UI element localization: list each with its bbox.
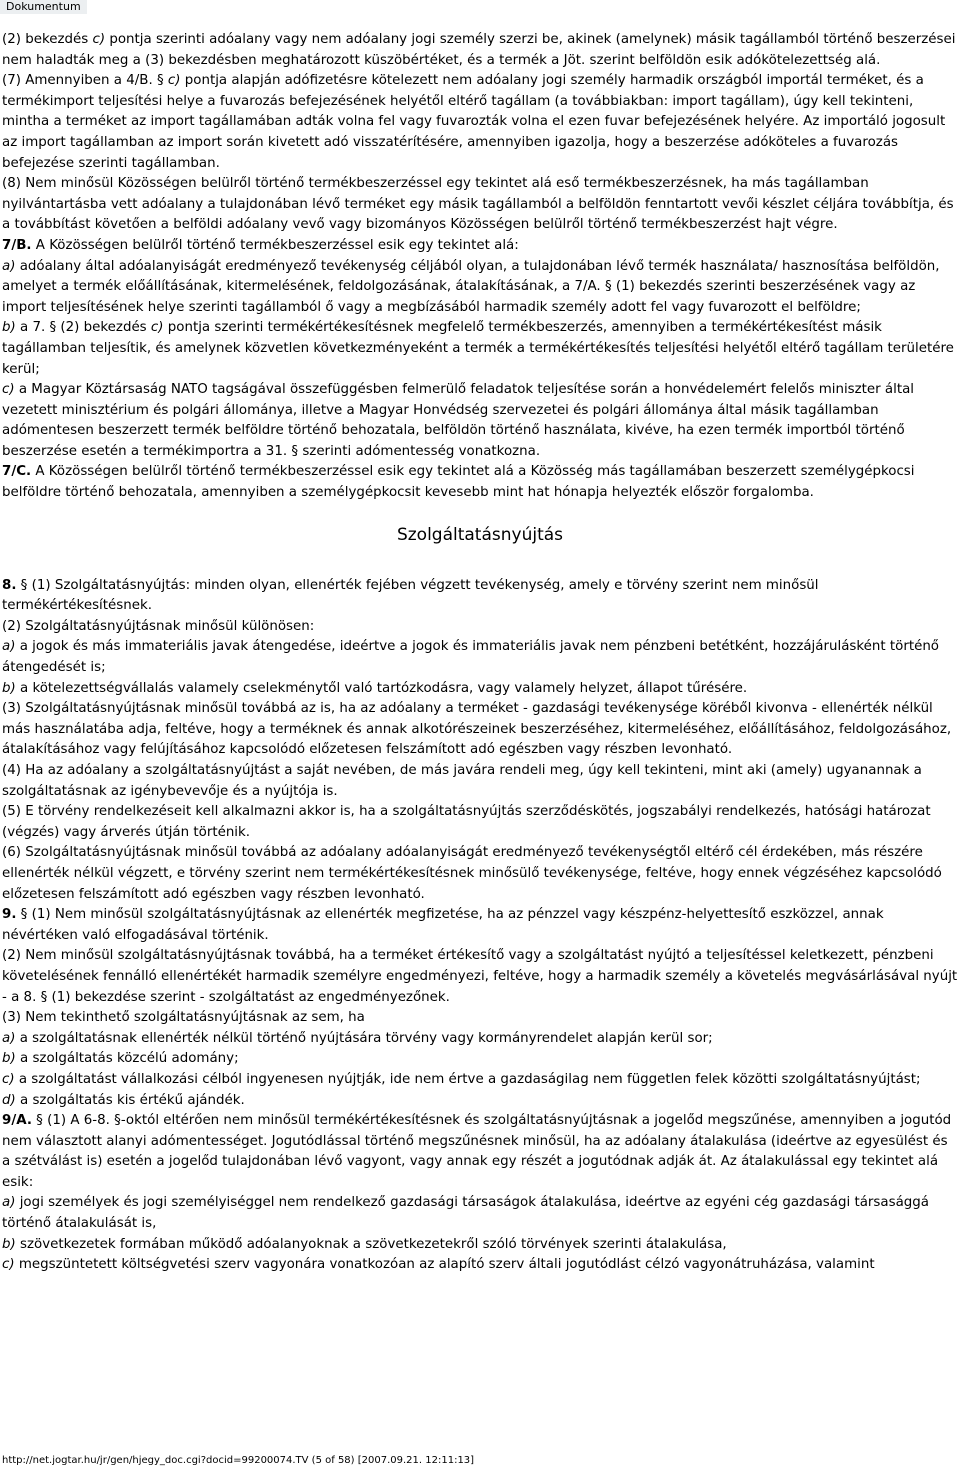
section-heading: Szolgáltatásnyújtás bbox=[396, 524, 564, 545]
paragraph bbox=[2, 236, 958, 257]
text-run: pontja alapján adófizetésre kötelezett nem adóalany jogi személy harmadik országból importál terméket, és a termékimport teljesítési helye a fuvarozás befejezésének helyétől eltérő tagállam (a továbbiakban: import tagállam), úgy kell tekinteni, mintha a terméket az import tagállamában adták volna fel vagy fuvarozták volna el ezen fuvar befejezésének helyére. Az importáló jogosult az import tagállamban az import során kivetett adó visszatérítésére, amennyiben igazolja, hogy a beszerzése adóköteles a fuvarozás befejezése szerinti tagállamban. bbox=[2, 73, 946, 171]
section-number: 9/A. bbox=[2, 1113, 32, 1129]
text-run: (7) Amennyiben a 4/B. § bbox=[2, 73, 168, 89]
item-marker: c) bbox=[150, 320, 164, 336]
item-marker: c) bbox=[2, 1257, 15, 1273]
paragraph bbox=[2, 1235, 958, 1256]
paragraph bbox=[2, 905, 958, 946]
page-footer-url: http://net.jogtar.hu/jr/gen/hjegy_doc.cgi?docid=99200074.TV (5 of 58) [2007.09.21. 12:11:13] bbox=[2, 1455, 475, 1466]
section-number: 8. bbox=[2, 577, 17, 593]
text-run: § (1) Nem minősül szolgáltatásnyújtásnak az ellenérték megfizetése, ha az pénzzel vagy készpénz-helyettesítő eszközzel, annak névértéken való elfogadásával történik. bbox=[2, 907, 884, 943]
paragraph bbox=[2, 637, 958, 678]
item-marker: b) bbox=[2, 320, 16, 336]
document-body bbox=[2, 30, 958, 1276]
text-run: (8) Nem minősül Közösségen belülről történő termékbeszerzéssel egy tekintet alá eső termékbeszerzésnek, ha más tagállamban nyilvántartásba vett adóalany a tulajdonában lévő terméket egy másik tagállamból a belföldön fenntartott vevői készlet céljára továbbítja, és a továbbítást követően a belföldi adóalany vevő vagy bizományos Közösségen belülről történő termékbeszerzést hajt végre. bbox=[2, 176, 954, 233]
text-run: a kötelezettségvállalás valamely cselekménytől való tartózkodásra, vagy valamely helyzet, állapot tűrésére. bbox=[15, 680, 748, 696]
paragraph bbox=[2, 1008, 958, 1029]
paragraph bbox=[2, 1193, 958, 1234]
text-run: (4) Ha az adóalany a szolgáltatásnyújtást a saját nevében, de más javára rendeli meg, úgy kell tekinteni, mint aki (amely) ugyanannak a szolgáltatásnak az igénybevevője és a nyújtója is. bbox=[2, 763, 922, 799]
document-header: Dokumentum bbox=[0, 0, 87, 14]
item-marker: c) bbox=[2, 382, 15, 398]
text-run: szövetkezetek formában működő adóalanyoknak a szövetkezetekről szóló törvények szerinti átalakulása, bbox=[15, 1236, 727, 1252]
text-run: A Közösségen belülről történő termékbeszerzéssel esik egy tekintet alá a Közösség más tagállamában beszerzett személygépkocsi belföldre történő behozatala, amennyiben a személygépkocsit kevesebb mint hat hónapja helyezték először forgalomba. bbox=[2, 464, 915, 501]
paragraph bbox=[2, 1029, 958, 1050]
paragraph bbox=[2, 380, 958, 462]
text-run: A Közösségen belülről történő termékbeszerzéssel esik egy tekintet alá: bbox=[31, 237, 519, 253]
text-run: (2) bekezdés bbox=[2, 32, 93, 47]
text-run: a Magyar Köztársaság NATO tagságával összefüggésben felmerülő feladatok teljesítése során a honvédelemért felelős miniszter által vezetett minisztérium és polgári állománya, illetve a Magyar Honvédség szervezetei és polgári állománya által másik tagállamban adómentesen beszerzett termék belföldre történő behozatala, belföldön történő használata, kivéve, ha ezen termék importból történő beszerzése esetén a termékimportra a 31. § szerinti adómentesség vonatkozna. bbox=[2, 382, 915, 459]
section-number: 7/C. bbox=[2, 464, 32, 480]
paragraph bbox=[2, 71, 958, 174]
item-marker: b) bbox=[2, 1236, 16, 1252]
item-marker: c) bbox=[92, 32, 106, 47]
paragraph bbox=[2, 462, 958, 503]
paragraph bbox=[2, 761, 958, 802]
text-run: jogi személyek és jogi személyiséggel nem rendelkező gazdasági társaságok átalakulása, ideértve az egyéni cég gazdasági társasággá történő átalakulását is, bbox=[2, 1195, 929, 1232]
paragraph bbox=[2, 318, 958, 380]
paragraph bbox=[2, 30, 958, 71]
text-run: (6) Szolgáltatásnyújtásnak minősül továbbá az adóalany adóalanyiságát eredményező tevékenységtől eltérő cél érdekében, más részére ellenérték nélkül végzett, e törvény szerint nem termékértékesítésnek minősülő tevékenysége, feltéve, hogy ennek végzéséhez kapcsolódó előzetesen felszámított adó egészben vagy részben levonható. bbox=[2, 845, 942, 902]
text-run: (2) Szolgáltatásnyújtásnak minősül különösen: bbox=[2, 618, 315, 634]
paragraph bbox=[2, 617, 958, 638]
item-marker: a) bbox=[2, 639, 16, 655]
text-run: § (1) A 6-8. §-októl eltérően nem minősül termékértékesítésnek és szolgáltatásnyújtásnak a jogelőd megszűnése, amennyiben a jogutód nem választott alanyi adómentességet. Jogutódlással történő megszűnésnek minősül, ha az adóalany átalakulása (ideértve az egyesülést és a szétválást is) esetén a jogelőd tulajdonában lévő vagyont, vagy annak egy részét a jogutódnak adják át. Az átalakulással egy tekintet alá esik: bbox=[2, 1113, 952, 1190]
item-marker: b) bbox=[2, 1051, 16, 1067]
text-run: pontja szerinti adóalany vagy nem adóalany jogi személy szerzi be, akinek (amelynek) másik tagállamból történő beszerzései nem haladták meg a (3) bekezdésben meghatározott küszöbértéket, és a termék a Jöt. szerint belföldön esik adókötelezettség alá. bbox=[2, 32, 956, 68]
item-marker: b) bbox=[2, 680, 16, 696]
paragraph bbox=[2, 1070, 958, 1091]
text-run: a szolgáltatás közcélú adomány; bbox=[15, 1051, 239, 1067]
paragraph bbox=[2, 257, 958, 319]
text-run: (5) E törvény rendelkezéseit kell alkalmazni akkor is, ha a szolgáltatásnyújtás szerződéskötés, jogszabályi rendelkezés, hatósági határozat (végzés) vagy árverés útján történik. bbox=[2, 804, 931, 840]
text-run: a szolgáltatás kis értékű ajándék. bbox=[15, 1092, 245, 1108]
item-marker: c) bbox=[2, 1071, 15, 1087]
paragraph bbox=[2, 679, 958, 700]
item-marker: c) bbox=[167, 73, 181, 89]
paragraph bbox=[2, 802, 958, 843]
paragraph bbox=[2, 946, 958, 1008]
paragraph bbox=[2, 1091, 958, 1112]
item-marker: d) bbox=[2, 1092, 16, 1108]
item-marker: a) bbox=[2, 1195, 16, 1211]
text-run: § (1) Szolgáltatásnyújtás: minden olyan, ellenérték fejében végzett tevékenység, amely e törvény szerint nem minősül termékértékesítésnek. bbox=[2, 577, 819, 614]
text-run: adóalany által adóalanyiságát eredményező tevékenység céljából olyan, a tulajdonában lévő termék használata/ hasznosítása belföldön, amelyet a termék előállításának, kitermelésének, feldolgozásának, átalakításának, a 7/A. § (1) bekezdés szerinti beszerzésének vagy az import teljesítésének helye szerinti tagállamból ő vagy a megbízásából harmadik személy adott fel vagy fuvarozott el belföldre; bbox=[2, 258, 940, 315]
text-run: a 7. § (2) bekezdés bbox=[15, 320, 151, 336]
paragraph bbox=[2, 699, 958, 761]
text-run: a jogok és más immateriális javak átengedése, ideértve a jogok és immateriális javak nem pénzbeni betétként, hozzájárulásként történő átengedését is; bbox=[2, 639, 939, 676]
text-run: (2) Nem minősül szolgáltatásnyújtásnak továbbá, ha a terméket értékesítő vagy a szolgáltatást nyújtó a teljesítéssel keletkezett, pénzbeni követelésének fennálló ellenértékét harmadik személyre engedményezi, feltéve, hogy a harmadik személy a követelés megvásárlásával nyújt - a 8. § (1) bekezdése szerint - szolgáltatást az engedményezőnek. bbox=[2, 948, 958, 1005]
paragraph bbox=[2, 1111, 958, 1193]
paragraph bbox=[2, 1049, 958, 1070]
text-run: (3) Nem tekinthető szolgáltatásnyújtásnak az sem, ha bbox=[2, 1010, 365, 1026]
item-marker: a) bbox=[2, 1030, 16, 1046]
paragraph bbox=[2, 1255, 958, 1276]
section-number: 7/B. bbox=[2, 237, 32, 253]
item-marker: a) bbox=[2, 258, 16, 274]
text-run: a szolgáltatást vállalkozási célból ingyenesen nyújtják, ide nem értve a gazdaságilag nem független felek közötti szolgáltatásnyújtást; bbox=[14, 1071, 921, 1087]
paragraph bbox=[2, 174, 958, 236]
text-run: pontja szerinti termékértékesítésnek megfelelő termékbeszerzés, amennyiben a termékértékesítést másik tagállamban teljesítik, és amelynek közvetlen következményeként a termék a termékértékesítés teljesítési helyétől eltérő tagállam területére kerül; bbox=[2, 320, 954, 377]
section-number: 9. bbox=[2, 907, 17, 923]
text-run: (3) Szolgáltatásnyújtásnak minősül továbbá az is, ha az adóalany a terméket - gazdasági tevékenysége köréből kivonva - ellenérték nélkül más használatába adja, feltéve, hogy a terméknek és annak alkotórészeinek beszerzéséhez, kitermeléséhez, előállításához, feldolgozásához, átalakításához vagy felújításához kapcsolódó előzetesen felszámított adó egészben vagy részben levonható. bbox=[2, 701, 952, 758]
paragraph bbox=[2, 576, 958, 617]
text-run: a szolgáltatásnak ellenérték nélkül történő nyújtására törvény vagy kormányrendelet alapján kerül sor; bbox=[15, 1030, 713, 1046]
paragraph bbox=[2, 843, 958, 905]
text-run: megszüntetett költségvetési szerv vagyonára vonatkozóan az alapító szerv általi jogutódlást célzó vagyonátruházása, valamint bbox=[14, 1257, 875, 1273]
